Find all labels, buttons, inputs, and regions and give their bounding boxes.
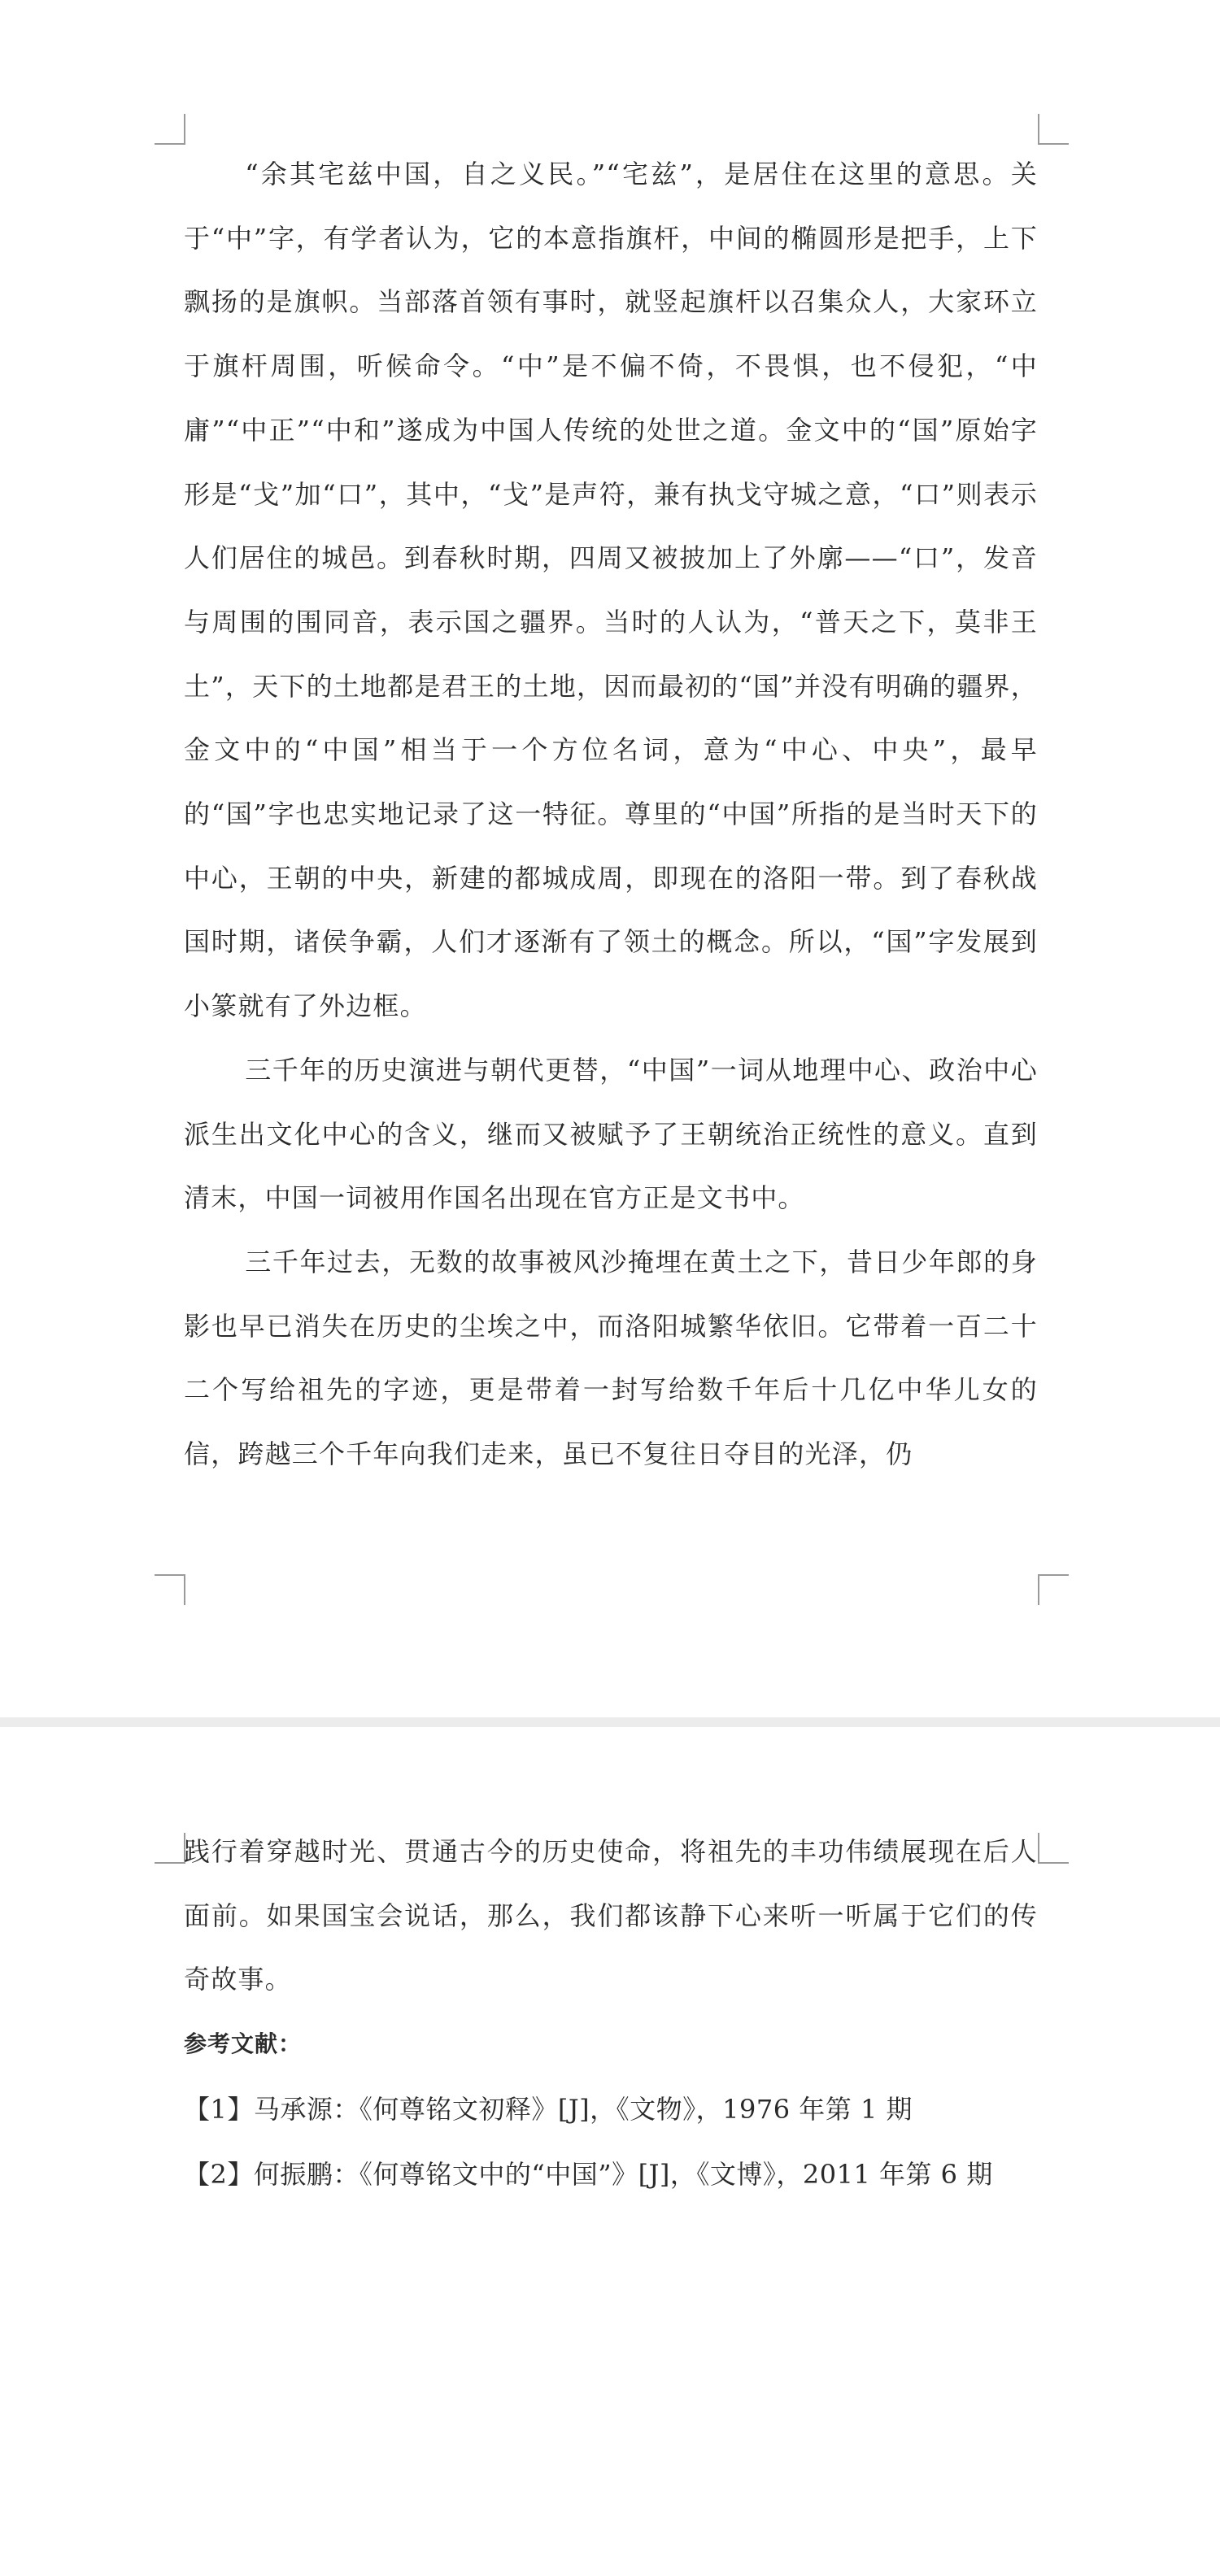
document-page-2 — [0, 1727, 1220, 2576]
body-paragraph-1: “余其宅兹中国，自之义民。”“宅兹”，是居住在这里的意思。关于“中”字，有学者认为，它的本意指旗杆，中间的椭圆形是把手，上下飘扬的是旗帜。当部落首领有事时，就竖起旗杆以召集众人，大家环立于旗杆周围，听候命令。“中”是不偏不倚，不畏惧，也不侵犯，“中庸”“中正”“中和”遂成为中国人传统的处世之道。金文中的“国”原始字形是“戈”加“口”，其中，“戈”是声符，兼有执戈守城之意，“口”则表示人们居住的城邑。到春秋时期，四周又被披加上了外廓——“口”，发音与周围的围同音，表示国之疆界。当时的人认为，“普天之下，莫非王土”，天下的土地都是君王的土地，因而最初的“国”并没有明确的疆界，金文中的“中国”相当于一个方位名词，意为“中心、中央”，最早的“国”字也忠实地记录了这一特征。尊里的“中国”所指的是当时天下的中心，王朝的中央，新建的都城成周，即现在的洛阳一带。到了春秋战国时期，诸侯争霸，人们才逐渐有了领土的概念。所以，“国”字发展到小篆就有了外边框。 — [184, 159, 1038, 1022]
margin-corner-mark-top-right — [1038, 114, 1069, 145]
page-2-body[interactable] — [184, 1820, 1038, 2207]
references-heading: 参考文献： — [184, 2030, 303, 2058]
body-paragraph-3: 三千年过去，无数的故事被风沙掩埋在黄土之下，昔日少年郎的身影也早已消失在历史的尘埃之中，而洛阳城繁华依旧。它带着一百二十二个写给祖先的字迹，更是带着一封写给数千年后十几亿中华儿女的信，跨越三个千年向我们走来，虽已不复往日夺目的光泽，仍 — [184, 1246, 1038, 1470]
body-paragraph-2: 三千年的历史演进与朝代更替，“中国”一词从地理中心、政治中心派生出文化中心的含义，继而又被赋予了王朝统治正统性的意义。直到清末，中国一词被用作国名出现在官方正是文书中。 — [184, 1054, 1038, 1214]
page-1-body[interactable] — [184, 142, 1038, 1486]
margin-corner-mark-top-left — [155, 114, 185, 145]
margin-corner-mark-top-left — [155, 1833, 185, 1864]
reference-item-1: 【1】马承源：《何尊铭文初释》[J]，《文物》，1976 年第 1 期 — [184, 2094, 913, 2126]
body-paragraph-3-continuation: 践行着穿越时光、贯通古今的历史使命，将祖先的丰功伟绩展现在后人面前。如果国宝会说话，那么，我们都该静下心来听一听属于它们的传奇故事。 — [184, 1836, 1038, 1995]
margin-corner-mark-bottom-left — [155, 1574, 185, 1605]
reference-item-2: 【2】何振鹏：《何尊铭文中的“中国”》[J]，《文博》，2011 年第 6 期 — [184, 2159, 993, 2191]
margin-corner-mark-top-right — [1038, 1833, 1069, 1864]
margin-corner-mark-bottom-right — [1038, 1574, 1069, 1605]
page-separator — [0, 1717, 1220, 1727]
